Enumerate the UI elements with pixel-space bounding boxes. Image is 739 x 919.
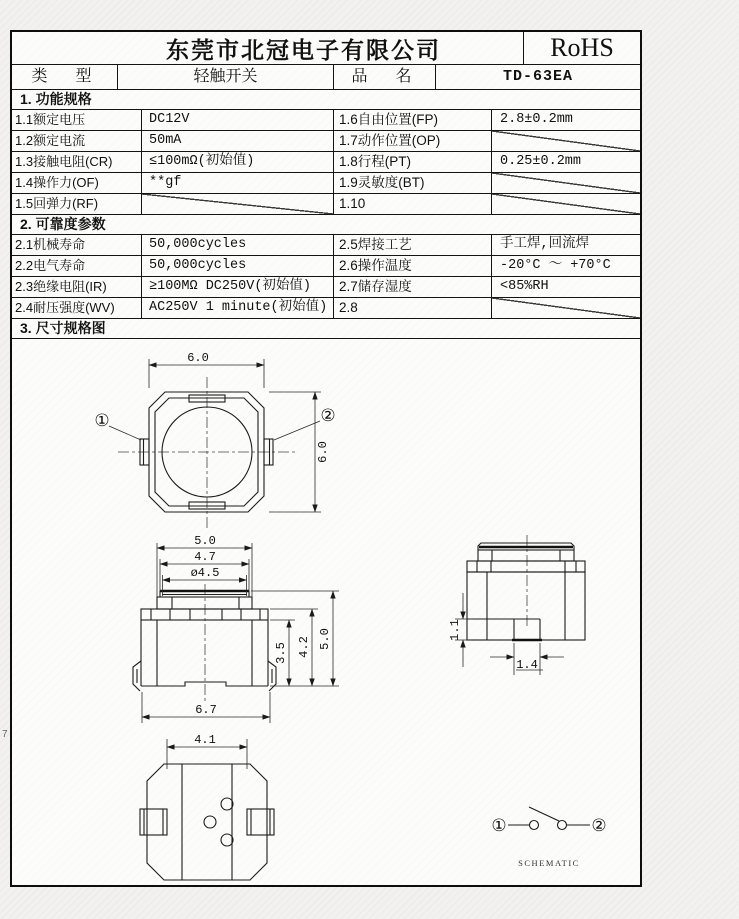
dim-side-1_1: 1.1 (448, 619, 462, 641)
meta-row (12, 65, 640, 90)
spec-label: 1.3接触电阻(CR) (12, 152, 142, 172)
spec-value: DC12V (142, 110, 334, 130)
spec-value: 0.25±0.2mm (500, 154, 582, 169)
spec-value: **gf (142, 173, 334, 193)
spec-row (12, 277, 640, 298)
spec-row (12, 131, 640, 152)
dim-top-width: 6.0 (187, 351, 209, 365)
spec-value: 50mA (142, 131, 334, 151)
spec-row (12, 235, 640, 256)
dim-side-1_4: 1.4 (516, 658, 538, 672)
dimension-drawings (12, 339, 640, 885)
title-row (12, 32, 640, 65)
dim-front-6_7-base: 6.7 (195, 703, 217, 717)
spec-row (12, 152, 640, 173)
spec-value: -20°C ～ +70°C (500, 258, 611, 273)
empty-cell-slash (492, 194, 640, 214)
spec-label: 1.2额定电流 (12, 131, 142, 151)
dim-front-3_5: 3.5 (274, 642, 288, 664)
pin-2-label: ② (320, 406, 336, 426)
spec-value: ≤100mΩ(初始值) (142, 152, 334, 172)
spec-row (12, 173, 640, 194)
dim-top-height: 6.0 (316, 441, 330, 463)
datasheet-page (10, 30, 642, 887)
rohs-badge: RoHS (523, 32, 640, 64)
spec-label: 2.3绝缘电阻(IR) (12, 277, 142, 297)
spec-label: 2.1机械寿命 (12, 235, 142, 255)
section-1-title: 1. 功能规格 (12, 90, 640, 110)
page-margin-mark: 7 (2, 729, 8, 740)
drawings-svg (12, 339, 640, 885)
empty-cell-slash (492, 298, 640, 318)
spec-row (12, 194, 640, 215)
spec-label: 2.7储存湿度 (334, 277, 492, 297)
part-number: TD-63EA (502, 68, 573, 85)
schematic-drawing (491, 807, 606, 868)
spec-value: AC250V 1 minute(初始值) (142, 298, 334, 318)
spec-value: 50,000cycles (142, 256, 334, 276)
spec-label: 1.6自由位置(FP) (334, 110, 492, 130)
spec-value: 手工焊,回流焊 (500, 237, 590, 252)
empty-cell-slash (142, 194, 334, 214)
spec-label: 1.8行程(PT) (334, 152, 492, 172)
dim-front-4_5-diameter: ø4.5 (190, 566, 220, 580)
spec-label: 1.9灵敏度(BT) (334, 173, 492, 193)
section-2-title: 2. 可靠度参数 (12, 215, 640, 235)
side-view-drawing (448, 535, 585, 675)
bottom-view-drawing (140, 733, 274, 880)
spec-label: 1.1额定电压 (12, 110, 142, 130)
spec-value: ≥100MΩ DC250V(初始值) (142, 277, 334, 297)
empty-cell-slash (492, 173, 640, 193)
empty-cell-slash (492, 131, 640, 151)
spec-label: 2.6操作温度 (334, 256, 492, 276)
dim-front-5_0-height: 5.0 (318, 628, 332, 650)
dim-front-4_7: 4.7 (194, 550, 216, 564)
spec-row (12, 256, 640, 277)
spec-label: 2.8 (334, 298, 492, 318)
spec-label: 2.5焊接工艺 (334, 235, 492, 255)
spec-value: <85%RH (500, 279, 549, 294)
spec-row (12, 298, 640, 319)
spec-label: 2.2电气寿命 (12, 256, 142, 276)
spec-label: 2.4耐压强度(WV) (12, 298, 142, 318)
part-name-label: 品 名 (334, 65, 436, 89)
spec-label: 1.10 (334, 194, 492, 214)
top-view-drawing (94, 351, 335, 529)
spec-label: 1.5回弹力(RF) (12, 194, 142, 214)
schematic-pin-2: ② (591, 816, 607, 836)
dim-front-5_0-top: 5.0 (194, 534, 216, 548)
spec-label: 1.7动作位置(OP) (334, 131, 492, 151)
company-name: 东莞市北冠电子有限公司 (166, 36, 441, 63)
type-value: 轻触开关 (118, 65, 334, 89)
spec-value: 2.8±0.2mm (500, 112, 573, 127)
type-label: 类 型 (12, 65, 118, 89)
schematic-label: SCHEMATIC (518, 858, 580, 868)
schematic-pin-1: ① (491, 816, 507, 836)
front-view-drawing (133, 534, 339, 723)
spec-row (12, 110, 640, 131)
dim-bottom-4_1: 4.1 (194, 733, 216, 747)
spec-label: 1.4操作力(OF) (12, 173, 142, 193)
section-3-title: 3. 尺寸规格图 (12, 319, 640, 339)
dim-front-4_2: 4.2 (297, 636, 311, 658)
spec-value: 50,000cycles (142, 235, 334, 255)
pin-1-label: ① (94, 411, 110, 431)
